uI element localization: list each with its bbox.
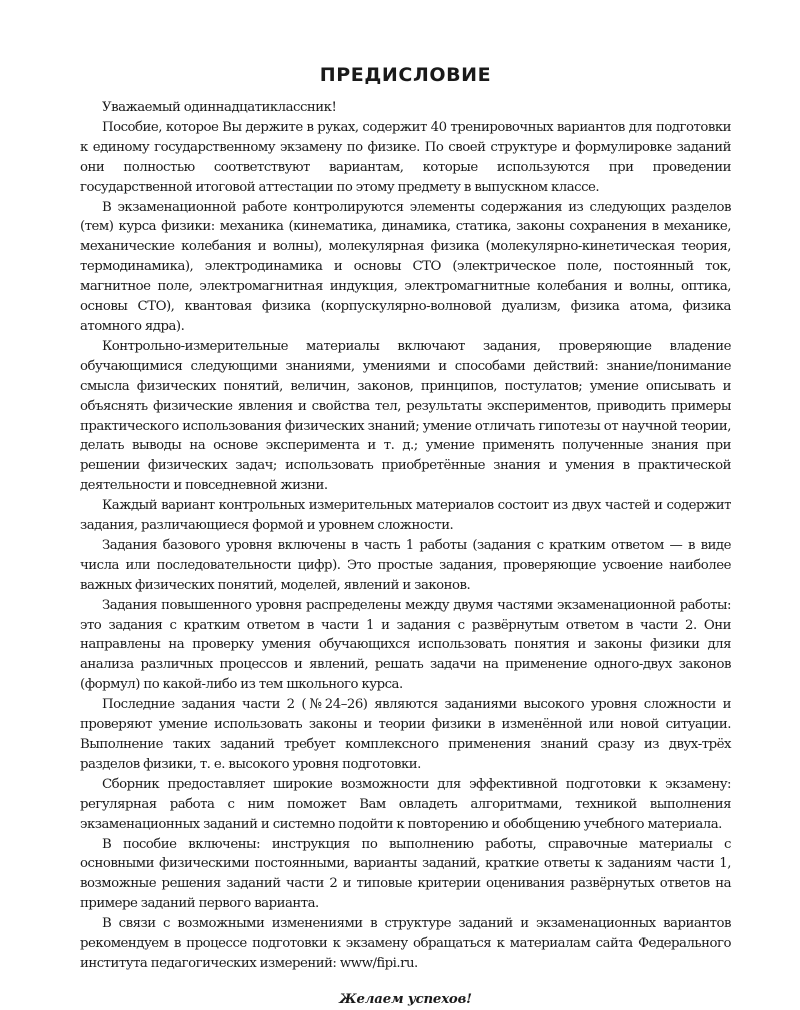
paragraph-collection-benefits: Сборник предоставляет широкие возможности для эффективной подготовки к экзамену: регулярная работа с ним поможет Вам овладеть алгоритмами, техникой выполнения экзаменационных заданий и системно подойти к повторению и обобщению учебного материала. — [80, 776, 731, 832]
paragraph-content-sections: В экзаменационной работе контролируются элементы содержания из следующих разделов (тем) курса физики: механика (кинематика, динамика, статика, законы сохранения в механике, механические колебания и волны), молекулярная физика (молекулярно-кинетическая теория, термодинамика), электродинамика и основы СТО (электрическое поле, постоянный ток, магнитное поле, электромагнитная индукция, электромагнитные колебания и волны, оптика, основы СТО), квантовая физика (корпускулярно-волновой дуализм, физика атома, физика атомного ядра). — [80, 199, 731, 334]
preface-page — [80, 64, 731, 1010]
page-title: ПРЕДИСЛОВИЕ — [319, 64, 492, 86]
paragraph-basic-level: Задания базового уровня включены в часть 1 работы (задания с кратким ответом — в виде числа или последовательности цифр). Это простые задания, проверяющие усвоение наиболее важных физических понятий, моделей, явлений и законов. — [80, 537, 731, 593]
paragraph-skills: Контрольно-измерительные материалы включают задания, проверяющие владение обучающимися следующими знаниями, умениями и способами действий: знание/понимание смысла физических понятий, величин, законов, принципов, постулатов; умение описывать и объяснять физические явления и свойства тел, результаты экспериментов, приводить примеры практического использования физических знаний; умение отличать гипотезы от научной теории, делать выводы на основе эксперимента и т. д.; умение применять полученные знания при решении физических задач; использовать приобретённые знания и умения в практической деятельности и повседневной жизни. — [80, 338, 731, 494]
greeting-paragraph: Уважаемый одиннадцатиклассник! — [102, 100, 337, 115]
closing-wish: Желаем успехов! — [339, 991, 472, 1007]
paragraph-high-level: Последние задания части 2 (№24–26) являются заданиями высокого уровня сложности и проверяют умение использовать законы и теории физики в изменённой или новой ситуации. Выполнение таких заданий требует комплексного применения знаний сразу из двух-трёх разделов физики, т. е. высокого уровня подготовки. — [80, 697, 731, 772]
paragraph-intro: Пособие, которое Вы держите в руках, содержит 40 тренировочных вариантов для подготовки к единому государственному экзамену по физике. По своей структуре и формулировке заданий они полностью соответствуют вариантам, которые используются при проведении государственной итоговой аттестации по этому предмету в выпускном классе. — [80, 119, 731, 195]
paragraph-variant-structure: Каждый вариант контрольных измерительных материалов состоит из двух частей и содержит задания, различающиеся формой и уровнем сложности. — [80, 498, 731, 534]
paragraph-contents: В пособие включены: инструкция по выполнению работы, справочные материалы с основными физическими постоянными, варианты заданий, краткие ответы к заданиям части 1, возможные решения заданий части 2 и типовые критерии оценивания развёрнутых ответов на примере заданий первого варианта. — [80, 836, 731, 912]
paragraph-advanced-level: Задания повышенного уровня распределены между двумя частями экзаменационной работы: это задания с кратким ответом в части 1 и задания с развёрнутым ответом в части 2. Они направлены на проверку умения обучающихся использовать понятия и законы физики для анализа различных процессов и явлений, решать задачи на применение одного-двух законов (формул) по какой-либо из тем школьного курса. — [80, 597, 731, 693]
paragraph-fipi-reference: В связи с возможными изменениями в структуре заданий и экзаменационных вариантов рекомендуем в процессе подготовки к экзамену обращаться к материалам сайта Федерального института педагогических измерений: www/fipi.ru. — [80, 916, 731, 971]
